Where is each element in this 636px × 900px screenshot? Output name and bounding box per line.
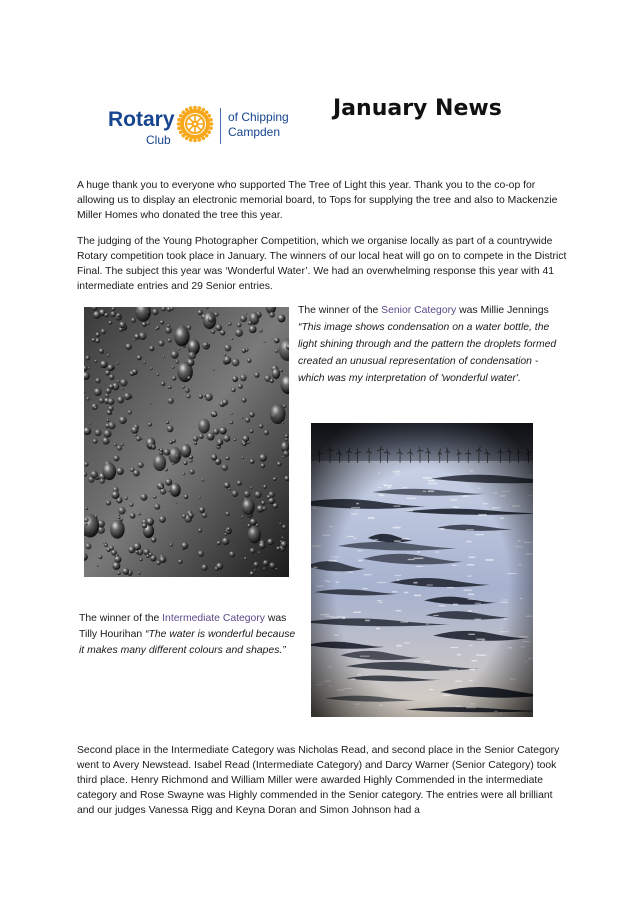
page-title: January News bbox=[333, 96, 502, 121]
intermediate-quote: “The water is wonderful because it makes many different colours and shapes.” bbox=[79, 629, 296, 656]
condensation-photo bbox=[84, 307, 289, 577]
intermediate-winner: was Tilly Hourihan bbox=[79, 613, 287, 640]
intermediate-winner-block bbox=[79, 611, 297, 659]
logo-divider bbox=[220, 108, 221, 144]
results-paragraph: Second place in the Intermediate Category was Nicholas Read, and second place in the Senior Category went to Avery Newstead. Isabel Read (Intermediate Category) and Darcy Warner (Senior Category) took third place. Henry Richmond and William Miller were awarded Highly Commended in the intermediate category and Rose Swayne was Highly commended in the Senior category. The entries were all brilliant and our judges Vanessa Rigg and Keyna Doran and Simon Johnson had a bbox=[77, 745, 560, 816]
logo-place bbox=[228, 110, 289, 140]
senior-category-label: Senior Category bbox=[381, 305, 457, 316]
senior-winner-block bbox=[298, 302, 566, 387]
senior-quote: “This image shows condensation on a water bottle, the light shining through and the pattern the droplets formed created an unusual representation of condensation - which was my interpretation of 'wonderful water'. bbox=[298, 322, 557, 384]
intermediate-category-label: Intermediate Category bbox=[162, 613, 265, 624]
wonderful-water-photo bbox=[311, 423, 533, 717]
logo-place-line2: Campden bbox=[228, 125, 281, 139]
competition-paragraph: The judging of the Young Photographer Competition, which we organise locally as part of a countrywide Rotary competition took place in January. The winners of our local heat will go on to compete in the District Final. The subject this year was ‘Wonderful Water’. We had an overwhelming response this year with 41 intermediate entries and 29 Senior entries. bbox=[77, 236, 567, 292]
intermediate-lead: The winner of the bbox=[79, 613, 163, 624]
logo-club: Club bbox=[146, 133, 171, 147]
rotary-wheel-icon bbox=[175, 104, 215, 144]
senior-lead: The winner of the bbox=[298, 305, 382, 316]
senior-winner: was Millie Jennings bbox=[456, 305, 549, 316]
rotary-logo bbox=[108, 100, 298, 150]
logo-brand: Rotary bbox=[108, 108, 175, 131]
tree-of-light-paragraph: A huge thank you to everyone who supported The Tree of Light this year. Thank you to the co-op for allowing us to display an electronic memorial board, to Tops for supplying the tree and also to Mackenzie Miller Homes who donated the tree this year. bbox=[77, 180, 558, 221]
logo-place-line1: of Chipping bbox=[228, 110, 289, 124]
